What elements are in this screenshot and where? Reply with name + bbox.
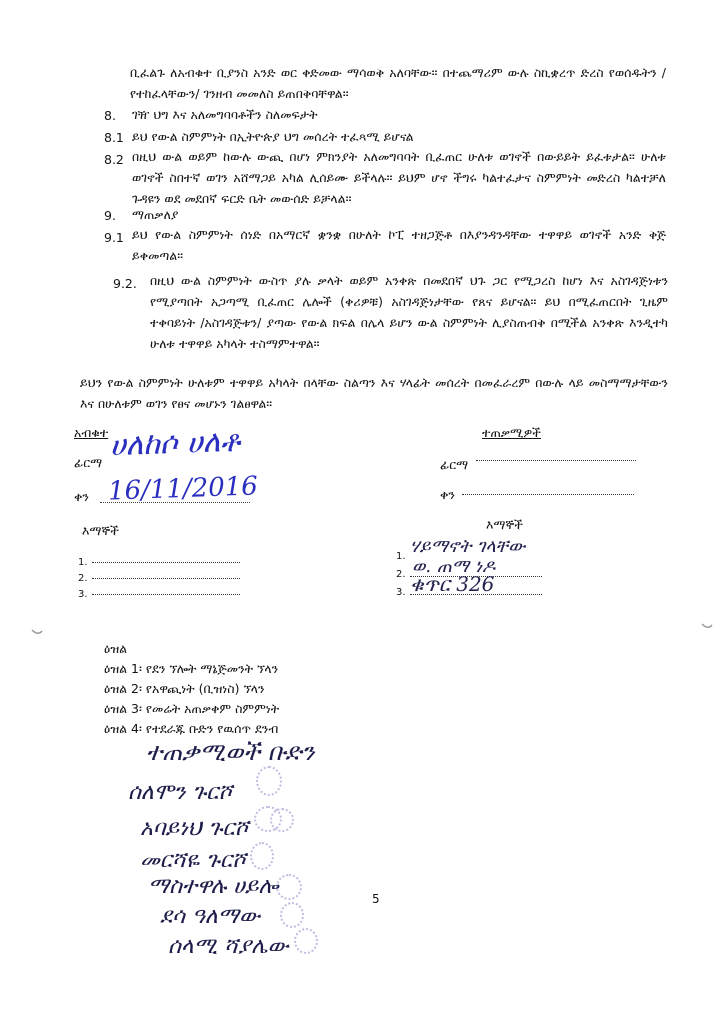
- right-witness-2-signature: ወ. ጠማ ነዶ: [412, 556, 496, 577]
- left-sign-label: ፊርማ: [74, 455, 103, 470]
- right-sign-line: [476, 460, 636, 461]
- handwritten-name: አባይነህ ጉርሾ: [140, 816, 249, 841]
- section-8-1-text: ይህ የውል ስምምነት በኢትዮጵያ ህግ መሰረት ተፈጻሚ ይሆናል: [132, 129, 414, 144]
- left-party-title: አብቁተ: [74, 425, 109, 440]
- right-date-line: [462, 494, 634, 495]
- left-witness-2-line: [92, 578, 240, 579]
- annex-item: ዕዝል 2፡ የአዋጪነት (ቢዝነስ) ኘላን: [104, 681, 265, 696]
- section-8-title: ገዥ ህግ እና አለመግባባቶችን ስለመፍታት: [132, 107, 318, 122]
- left-witness-title: እማኞች: [82, 523, 120, 538]
- margin-mark-right: [700, 622, 714, 632]
- fingerprint-stamp: [276, 874, 302, 900]
- section-8-2-number: 8.2: [104, 152, 124, 167]
- section-9-1-number: 9.1: [104, 230, 124, 245]
- fingerprint-stamp: [250, 842, 274, 870]
- margin-mark-left: [30, 628, 44, 638]
- right-party-title: ተጠቃሚዎች: [482, 425, 541, 440]
- section-8-number: 8.: [104, 108, 116, 123]
- right-witness-title: እማኞች: [486, 517, 524, 532]
- handwritten-name: ሰላሚ ሻያሌው: [168, 934, 289, 959]
- annex-item: ዕዝል 1፡ የደን ኘሎት ማኔጅመንት ኘላን: [104, 661, 279, 676]
- handwritten-name: ማስተዋሉ ሀይሎ: [148, 874, 279, 899]
- closing-statement: ይህን የውል ስምምነት ሁለቱም ተዋዋይ አካላት በላቸው ስልጣን እና ሃላፊት መሰረት በመፈራረም በውሉ ላይ መስማማታቸውን እና በሁለቱም ወገን የፀና መሆኑን ገልፀዋል።: [80, 375, 668, 411]
- left-date-line: [100, 502, 250, 503]
- handwritten-name: መርሻዬ ጉርሾ: [140, 848, 246, 873]
- annex-item: ዕዝል 4፡ የተደራጁ ቡድን የዉሰጥ ደንብ: [104, 721, 279, 736]
- right-witness-2-number: 2.: [396, 569, 406, 580]
- right-witness-3-signature: ቁጥር 326: [410, 572, 495, 596]
- handwritten-heading: ተጠቃሚወች ቡድን: [146, 738, 315, 766]
- right-witness-3-line: [410, 594, 542, 595]
- fingerprint-stamp: [280, 902, 304, 928]
- fingerprint-stamp: [270, 808, 294, 832]
- right-sign-label: ፊርማ: [440, 457, 469, 472]
- fingerprint-stamp: [294, 928, 318, 954]
- left-witness-1-line: [92, 562, 240, 563]
- right-date-label: ቀን: [440, 487, 455, 502]
- left-date-value: 16/11/2016: [107, 471, 259, 507]
- left-date-label: ቀን: [74, 489, 89, 504]
- annex-title: ዕዝል: [104, 641, 128, 656]
- section-9-title: ማጠቃለያ: [132, 207, 179, 222]
- fingerprint-stamp: [256, 766, 282, 796]
- handwritten-name: ሰለሞን ጉርሾ: [128, 780, 233, 805]
- right-witness-1-number: 1.: [396, 551, 406, 562]
- left-witness-3-line: [92, 594, 240, 595]
- left-witness-1-number: 1.: [78, 557, 88, 568]
- left-signature: ሀለከሶ ሀለቶ: [109, 423, 241, 464]
- section-9-number: 9.: [104, 208, 116, 223]
- handwritten-name: ደሳ ዓለማው: [160, 904, 261, 929]
- section-9-2-text: በዚህ ውል ስምምነት ውስጥ ያሉ ቃላት ወይም አንቀጽ በመደበኛ ህጉ ጋር የሚጋረስ ከሆነ እና አስገዳጅነቱን የሚያጣበት አጋጣሚ ቢፈጠር ሌሎች (ቀሪዎቹ) አስገዳጅነታቸው የጸና ይሆናል። ይህ በሚፈጠርበት ጊዜም ተቀባይነት /አስገዳጅቱን/ ያጣው የውል ክፍል በሌላ ይሆን ውል ስምምነት ሊያስጠብቅ በሚችል አንቀጽ እንዲተካ ሁለቱ ተዋዋይ አካላት ተስማምተዋል።: [150, 273, 668, 351]
- left-witness-3-number: 3.: [78, 589, 88, 600]
- section-9-1-text: ይህ የውል ስምምነት ሰነድ በአማርኛ ቋንቋ በሁለት ኮፒ ተዘጋጅቶ በእያንዳንዳቸው ተዋዋይ ወገኖች አንድ ቅጅ ይቀመጣል።: [132, 227, 666, 263]
- left-witness-2-number: 2.: [78, 573, 88, 584]
- annex-item: ዕዝል 3፡ የመሬት አጠቃቀም ስምምነት: [104, 701, 280, 716]
- right-witness-3-number: 3.: [396, 587, 406, 598]
- paragraph-continuation: ቢፈልጉ ለአብቁተ ቢያንስ አንድ ወር ቀድመው ማሳወቅ አለባቸው። በተጨማሪም ውሉ ስኪቋረጥ ድረስ የወሰዱትን /የተከፈላቸውን/ ገንዘብ መመለስ ይጠበቅባቸዋል።: [130, 65, 666, 101]
- section-8-1-number: 8.1: [104, 130, 124, 145]
- page-number: 5: [372, 892, 380, 906]
- section-8-2-text: በዚህ ውል ወይም ከውሉ ውጪ በሆነ ምክንያት አለመግባባት ቢፈጠር ሁለቱ ወገኖች በውይይት ይፈቱታል። ሁለቱ ወገኖች ስበተኛ ወገን አሸማጋይ አካል ሊሰይሙ ይችላሉ። ይህም ሆኖ ችግሩ ካልተፈታና ስምምነት መድረስ ካልተቻለ ጉዳዩን ወደ መደበኛ ፍርድ ቤት መውሰድ ይቻላል።: [132, 149, 666, 206]
- right-witness-1-signature: ሃይማኖት ገላቸው: [410, 536, 526, 557]
- section-9-2-number: 9.2.: [113, 276, 137, 291]
